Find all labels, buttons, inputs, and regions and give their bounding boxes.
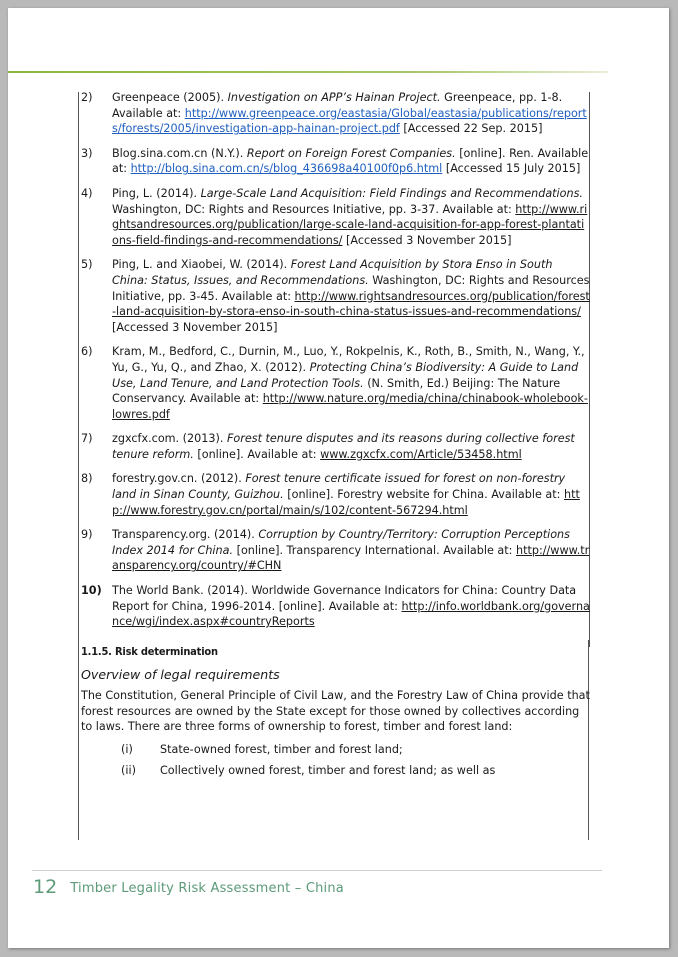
reference-text: Washington, DC: Rights and Resources Initiative, pp. 3-37. Available at: bbox=[112, 202, 516, 216]
reference-link[interactable]: http://www.nature.org/media/china/chinabook-wholebook-lowres.pdf bbox=[112, 392, 588, 421]
footer-rule bbox=[32, 870, 602, 871]
reference-number: 6) bbox=[81, 345, 93, 359]
reference-item bbox=[81, 257, 591, 335]
reference-text: [online]. Ren. Available at: bbox=[112, 146, 589, 176]
reference-number: 3) bbox=[81, 146, 93, 160]
reference-text: [online]. Forestry website for China. Available at: bbox=[283, 488, 564, 502]
reference-number: 8) bbox=[81, 472, 93, 486]
header-rule bbox=[8, 71, 608, 73]
item-text: State-owned forest, timber and forest land; bbox=[160, 742, 403, 756]
reference-link[interactable]: http://www.rightsandresources.org/publication/forest-land-acquisition-by-stora-enso-in-south-china-status-issues-and-recommendations/ bbox=[112, 289, 590, 319]
reference-item bbox=[81, 146, 591, 177]
ownership-item bbox=[81, 742, 591, 758]
reference-title: Forest tenure disputes and its reasons during collective forest tenure reform. bbox=[112, 432, 575, 461]
reference-text: (N. Smith, Ed.) Beijing: The Nature Conservancy. Available at: bbox=[112, 376, 561, 406]
reference-text: Ping, L. and Xiaobei, W. (2014). bbox=[112, 258, 291, 272]
section-heading: 1.1.5. Risk determination bbox=[81, 644, 218, 658]
reference-text: Blog.sina.com.cn (N.Y.). bbox=[112, 146, 247, 160]
reference-link[interactable]: www.zgxcfx.com/Article/53458.html bbox=[320, 447, 522, 461]
reference-number: 7) bbox=[81, 432, 93, 446]
reference-title: Forest Land Acquisition by Stora Enso in South China: Status, Issues, and Recommendations. bbox=[112, 258, 553, 287]
reference-number: 10) bbox=[81, 584, 102, 598]
reference-item bbox=[81, 90, 591, 137]
reference-link[interactable]: http://www.greenpeace.org/eastasia/Global/eastasia/publications/reports/forests/2005/investigation-app-hainan-project.pdf bbox=[112, 106, 587, 136]
reference-title: Large-Scale Land Acquisition: Field Findings and Recommendations. bbox=[200, 186, 583, 200]
page-footer bbox=[33, 876, 344, 898]
reference-item bbox=[81, 344, 591, 422]
reference-text: The World Bank. (2014). Worldwide Governance Indicators for China: Country Data Report for China, 1996-2014. [online]. Available at: bbox=[112, 584, 577, 613]
reference-link[interactable]: http://blog.sina.com.cn/s/blog_436698a40100f0p6.html bbox=[130, 162, 443, 176]
reference-link[interactable]: http://www.forestry.gov.cn/portal/main/s/102/content-567294.html bbox=[112, 488, 580, 517]
reference-text: forestry.gov.cn. (2012). bbox=[112, 472, 246, 486]
item-text: Collectively owned forest, timber and forest land; as well as bbox=[160, 764, 496, 778]
reference-item bbox=[81, 583, 591, 630]
reference-text: [Accessed 3 November 2015] bbox=[342, 233, 512, 247]
subsection-heading: Overview of legal requirements bbox=[81, 667, 280, 683]
reference-link[interactable]: http://www.rightsandresources.org/publication/large-scale-land-acquisition-for-app-forest-plantations-field-findings-and-recommendations/ bbox=[112, 202, 588, 247]
reference-title: Protecting China’s Biodiversity: A Guide to Land Use, Land Tenure, and Land Protection Tools. bbox=[112, 360, 579, 390]
ownership-item bbox=[81, 763, 591, 779]
reference-text: [online]. Available at: bbox=[193, 447, 321, 461]
reference-text: Transparency.org. (2014). bbox=[112, 528, 259, 542]
reference-text: Ping, L. (2014). bbox=[112, 186, 201, 200]
page-content bbox=[81, 90, 591, 785]
reference-text: Kram, M., Bedford, C., Durnin, M., Luo, Y., Rokpelnis, K., Roth, B., Smith, N., Wang, Y., Yu, G., Yu, Q., and Zhao, X. (2012). bbox=[112, 345, 585, 374]
reference-text: [Accessed 22 Sep. 2015] bbox=[399, 122, 543, 136]
reference-text: zgxcfx.com. (2013). bbox=[112, 432, 227, 446]
item-numeral: (ii) bbox=[121, 764, 136, 778]
table-border-left bbox=[78, 640, 79, 840]
reference-item bbox=[81, 186, 591, 248]
reference-title: Investigation on APP’s Hainan Project. bbox=[227, 91, 441, 104]
reference-text: [Accessed 3 November 2015] bbox=[112, 320, 278, 334]
reference-link[interactable]: http://www.transparency.org/country/#CHN bbox=[112, 543, 590, 573]
reference-text: Washington, DC: Rights and Resources Initiative, pp. 3-45. Available at: bbox=[112, 273, 590, 303]
reference-item bbox=[81, 527, 591, 574]
body-paragraph: The Constitution, General Principle of Civil Law, and the Forestry Law of China provide that forest resources are owned by the State except for those owned by collectives according to laws. There are three forms of ownership to forest, timber and forest land: bbox=[81, 689, 590, 734]
reference-number: 2) bbox=[81, 91, 93, 104]
reference-title: Forest tenure certificate issued for forest on non-forestry land in Sinan County, Guizhou. bbox=[112, 472, 566, 502]
reference-text: [online]. Transparency International. Available at: bbox=[233, 543, 517, 557]
reference-text: [Accessed 15 July 2015] bbox=[442, 162, 581, 176]
page-number: 12 bbox=[33, 876, 58, 898]
reference-text: Greenpeace (2005). bbox=[112, 91, 228, 104]
item-numeral: (i) bbox=[121, 742, 133, 756]
reference-number: 5) bbox=[81, 258, 93, 272]
reference-item bbox=[81, 431, 591, 462]
reference-number: 9) bbox=[81, 528, 93, 542]
reference-item bbox=[81, 471, 591, 518]
reference-link[interactable]: http://info.worldbank.org/governance/wgi/index.aspx#countryReports bbox=[112, 599, 590, 629]
footer-title: Timber Legality Risk Assessment – China bbox=[70, 881, 344, 896]
reference-title: Corruption by Country/Territory: Corruption Perceptions Index 2014 for China. bbox=[112, 528, 570, 557]
reference-number: 4) bbox=[81, 186, 93, 200]
reference-title: Report on Foreign Forest Companies. bbox=[246, 146, 456, 160]
reference-list bbox=[81, 90, 591, 630]
reference-text: Greenpeace, pp. 1-8. Available at: bbox=[112, 91, 563, 120]
